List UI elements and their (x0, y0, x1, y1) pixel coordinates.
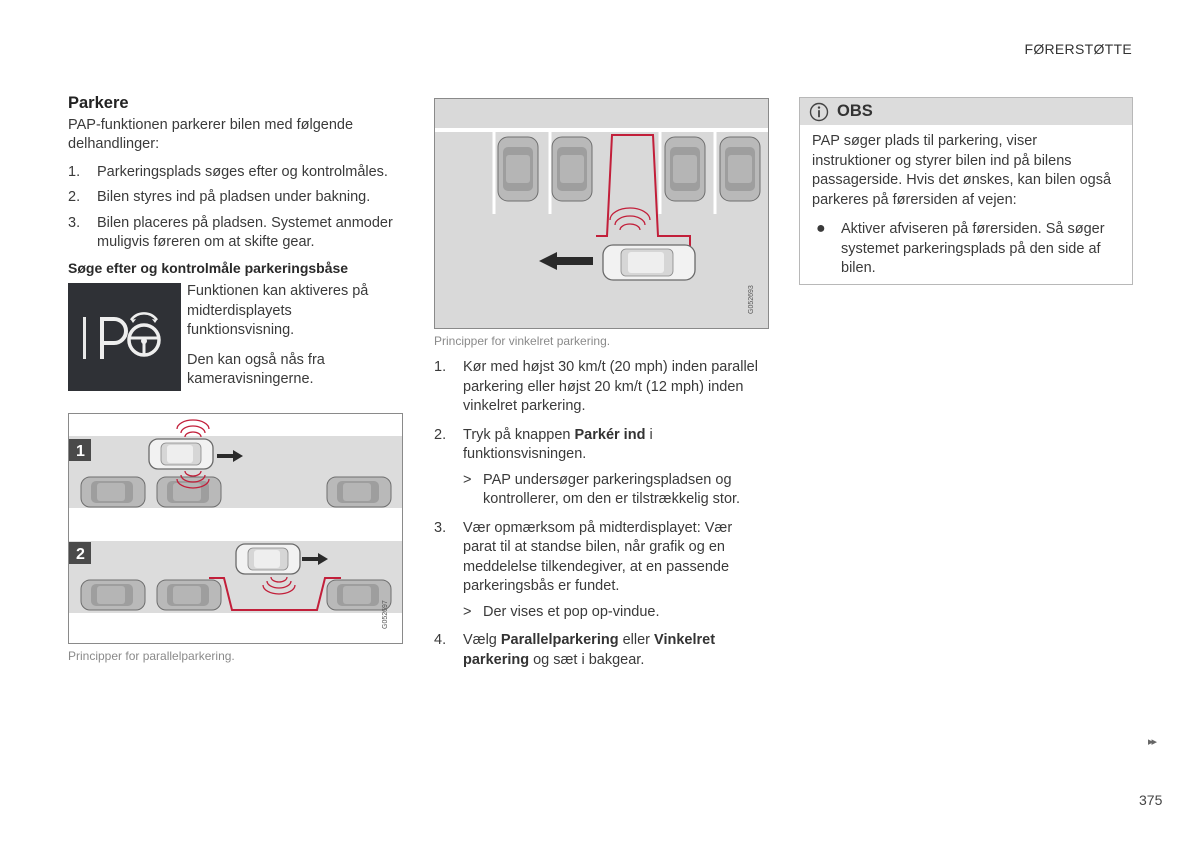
pap-button-icon (68, 283, 181, 391)
activation-text: Funktionen kan aktiveres på midterdisplayets funktionsvisning. (187, 283, 369, 338)
vinkelret-parkering-label: Vinkelret parkering (463, 632, 716, 668)
list-item: 2. Tryk på knappen Parkér ind i funktionsvisningen. > PAP undersøger parkeringspladsen og kontrollerer, om den er tilstrækkelig stor. (434, 426, 759, 510)
parallel-parking-figure (68, 413, 403, 644)
list-item: 4. Vælg Parallelparkering eller Vinkelret parkering og sæt i bakgear. (434, 632, 716, 668)
figure-caption: Principper for parallelparkering. (68, 649, 235, 663)
figure-code: G052697 (382, 600, 389, 629)
obs-title: OBS (837, 102, 873, 120)
section-title: Parkere (68, 94, 129, 112)
parker-ind-label: Parkér ind (574, 426, 646, 443)
obs-header (800, 98, 1132, 125)
figure-label-1: 1 (76, 443, 85, 460)
figure-code: G052693 (748, 285, 755, 314)
sub-result: > Der vises et pop op-vindue. (463, 603, 660, 620)
activation-text-block (187, 282, 402, 390)
sub-result: > PAP undersøger parkeringspladsen og kontrollerer, om den er tilstrækkelig stor. (463, 471, 741, 507)
figure-label-2: 2 (76, 546, 85, 563)
next-page-icon: ▸▸ (1148, 736, 1156, 748)
figure-caption: Principper for vinkelret parkering. (434, 334, 611, 348)
steps-list (434, 358, 759, 670)
obs-note-box (799, 97, 1133, 285)
perpendicular-parking-figure (434, 98, 769, 329)
camera-text: Den kan også nås fra kameravisningerne. (187, 351, 325, 387)
list-item: ● Aktiver afviseren på førersiden. Så søger systemet parkeringsplads på den side af bilen. (816, 220, 1105, 276)
intro-text: PAP-funktionen parkerer bilen med følgende delhandlinger: (68, 116, 354, 152)
obs-text: PAP søger plads til parkering, viser instruktioner og styrer bilen ind på bilens passagerside. Hvis det ønskes, kan bilen også parkeres på førersiden af vejen: (812, 133, 1112, 208)
column-1 (68, 94, 403, 278)
list-item: 1. Parkeringsplads søges efter og kontrolmåles. (68, 163, 388, 180)
info-icon (809, 102, 829, 122)
parallelparkering-label: Parallelparkering (500, 632, 619, 648)
column-2 (434, 358, 759, 679)
list-item: 3. Vær opmærksom på midterdisplayet: Vær parat til at standse bilen, når grafik og en meddelelse tilkendegiver, at en passende parkeringsbås er fundet. > Der vises et pop op-vindue. (434, 519, 759, 623)
page-number: 375 (1139, 792, 1163, 808)
list-item: 3. Bilen placeres på pladsen. Systemet anmoder muligvis føreren om at skifte gear. (68, 214, 393, 250)
section-header: FØRERSTØTTE (1024, 41, 1132, 57)
list-item: 2. Bilen styres ind på pladsen under bakning. (68, 189, 371, 205)
bullet-icon: ● (816, 220, 826, 237)
list-item: 1. Kør med højst 30 km/t (20 mph) inden parallel parkering eller højst 20 km/t (12 mph) inden vinkelret parkering. (434, 359, 758, 414)
subheading: Søge efter og kontrolmåle parkeringsbåse (68, 259, 349, 276)
steps-list (68, 163, 403, 253)
